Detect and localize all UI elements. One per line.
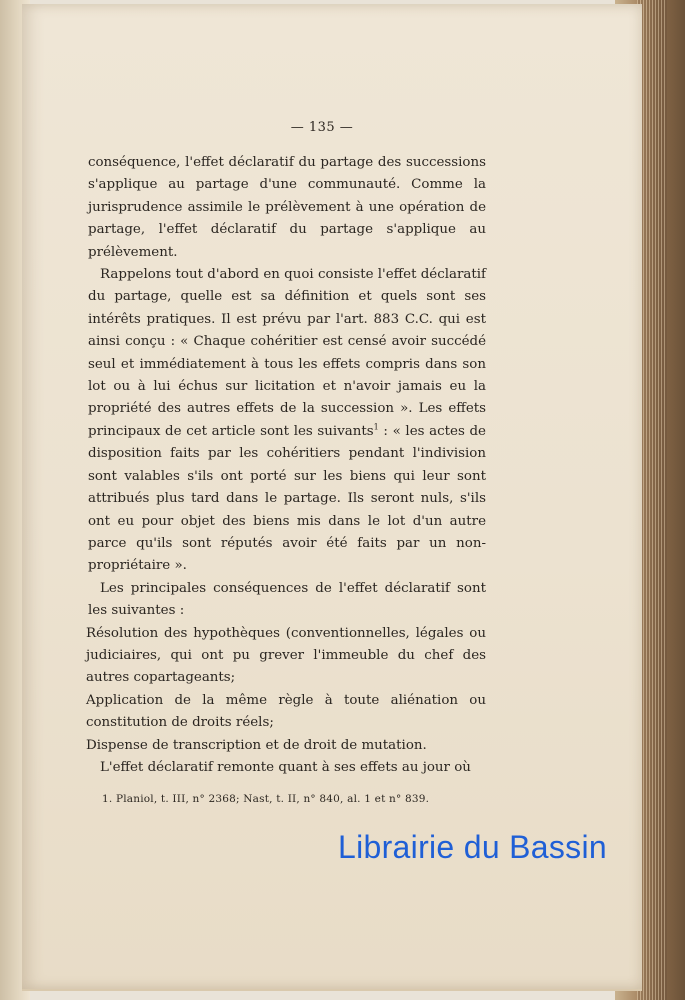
watermark-text: Librairie du Bassin [338, 829, 607, 865]
paragraph-2-quote: : « les actes de disposition faits par les cohéritiers pendant l'indivision sont valables s'ils ont porté sur les biens qui leur sont attribués plus tard dans le partage. Ils seront nuls, s'ils ont eu pour objet des biens mis dans le lot d'un autre parce qu'ils sont réputés avoir été faits par un non-propriétaire ». [88, 423, 486, 574]
consequence-item-2: Application de la même règle à toute aliénation ou constitution de droits réels; [86, 692, 486, 731]
paragraph-3: Les principales conséquences de l'effet déclaratif sont les suivantes : [88, 580, 486, 619]
consequence-item-3: Dispense de transcription et de droit de mutation. [86, 737, 427, 753]
page-number: — 135 — [290, 120, 354, 135]
paragraph-2-text: Rappelons tout d'abord en quoi consiste l'effet déclaratif du partage, quelle est sa définition et quels sont ses intérêts pratiques. Il est prévu par l'art. 883 C.C. qui est ainsi conçu : « Chaque cohéritier est censé avoir succédé seul et immédiatement à tous les effets compris dans son lot ou à lui échus sur licitation et n'avoir jamais eu la propriété des autres effets de la succession ». Les effets principaux de cet article sont les suivants [88, 267, 486, 439]
page-body [88, 152, 486, 779]
consequence-item-1: Résolution des hypothèques (conventionnelles, légales ou judiciaires, qui ont pu grever l'immeuble du chef des autres copartageants; [86, 625, 486, 686]
paragraph-1: conséquence, l'effet déclaratif du partage des successions s'applique au partage d'une communauté. Comme la jurisprudence assimile le prélèvement à une opération de partage, l'effet déclaratif du partage s'applique au prélèvement. [88, 155, 486, 260]
footnote-reference: 1 [373, 422, 379, 432]
paragraph-4: L'effet déclaratif remonte quant à ses effets au jour où [100, 759, 471, 775]
paragraph-2 [88, 264, 486, 578]
footnote: 1. Planiol, t. III, n° 2368; Nast, t. II, n° 840, al. 1 et n° 839. [102, 793, 430, 805]
